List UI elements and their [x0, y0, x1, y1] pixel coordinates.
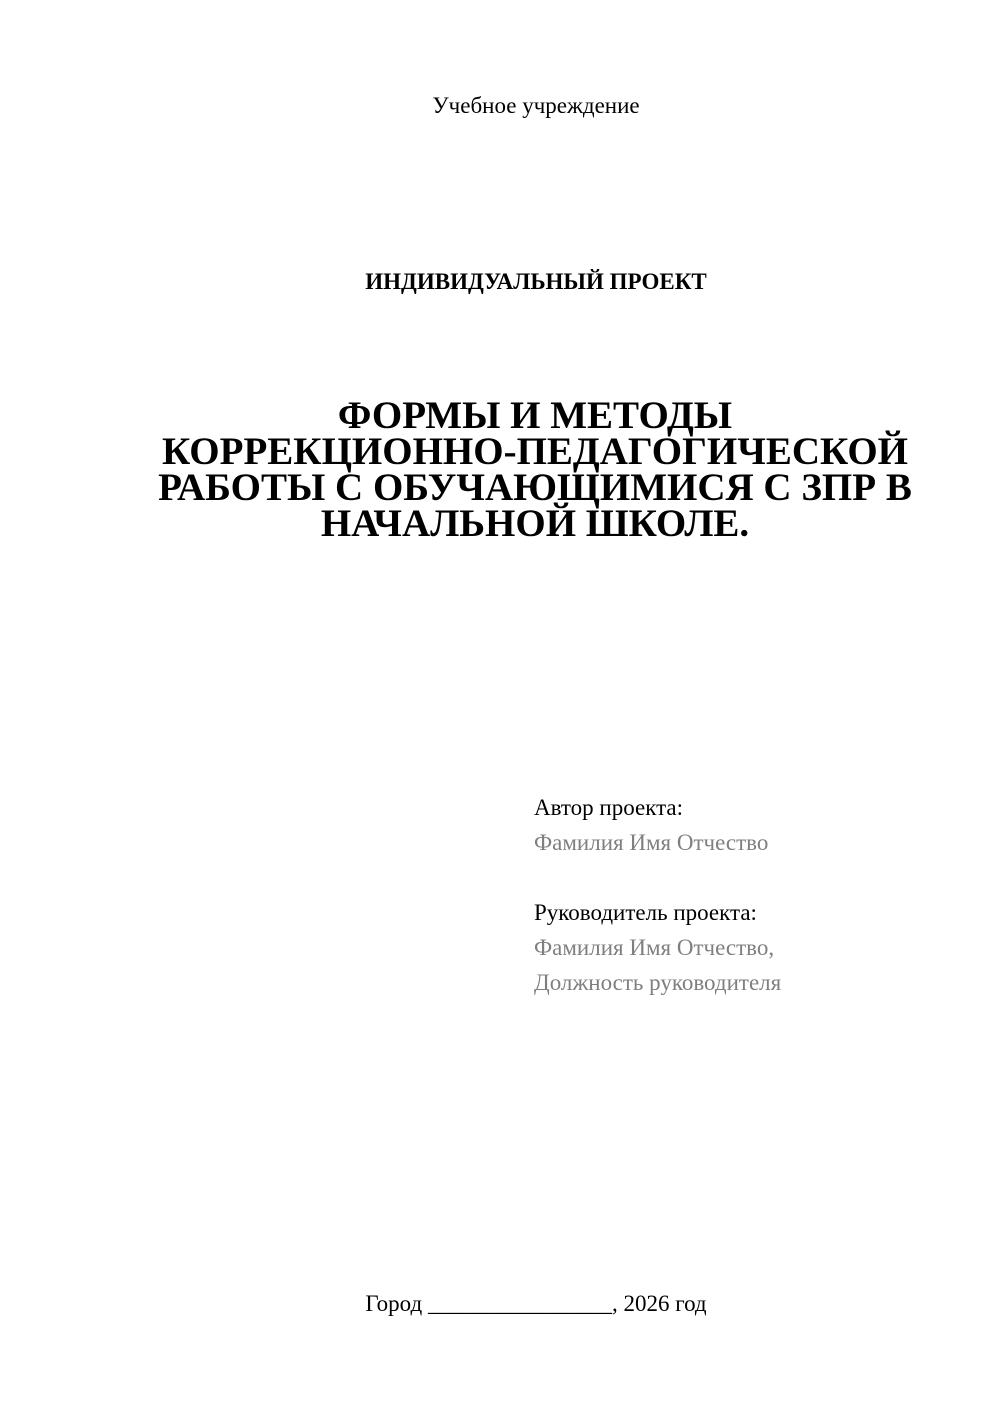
- project-title: [120, 394, 950, 545]
- supervisor-name: Фамилия Имя Отчество,: [534, 935, 775, 960]
- supervisor-position: Должность руководителя: [534, 970, 782, 995]
- project-title-line: РАБОТЫ С ОБУЧАЮЩИМИСЯ С ЗПР В: [158, 466, 912, 509]
- institution-name: Учебное учреждение: [432, 93, 640, 118]
- city-year-footer: Город ________________, 2026 год: [365, 1291, 707, 1316]
- project-title-line: ФОРМЫ И МЕТОДЫ: [337, 394, 733, 437]
- supervisor-label: Руководитель проекта:: [534, 900, 757, 925]
- author-name: Фамилия Имя Отчество: [534, 830, 769, 855]
- project-type-heading: ИНДИВИДУАЛЬНЫЙ ПРОЕКТ: [365, 269, 707, 294]
- project-title-line: НАЧАЛЬНОЙ ШКОЛЕ.: [320, 502, 750, 545]
- project-title-line: КОРРЕКЦИОННО-ПЕДАГОГИЧЕСКОЙ: [161, 430, 909, 473]
- author-label: Автор проекта:: [534, 795, 683, 820]
- project-credits: [534, 790, 974, 1000]
- credits-spacer: [534, 860, 974, 895]
